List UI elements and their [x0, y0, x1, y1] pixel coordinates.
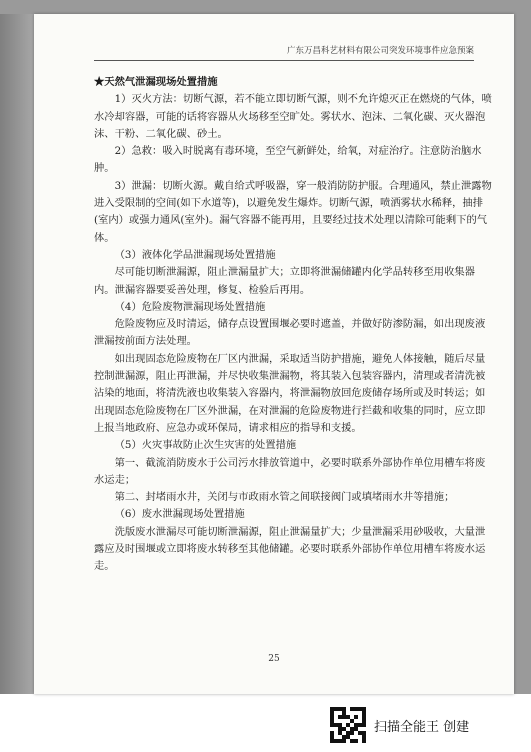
scanner-watermark — [330, 706, 469, 744]
qr-cell — [362, 739, 366, 743]
document-page — [34, 14, 514, 694]
paragraph: 尽可能切断泄漏源，阻止泄漏量扩大；立即将泄漏储罐内化学品转移至用收集器内。泄漏容器要妥善处理，修复、检验后再用。 — [94, 266, 475, 296]
header-rule — [94, 60, 474, 61]
qr-code-icon — [330, 707, 366, 743]
section-heading: （6）废水泄漏现场处置措施 — [114, 508, 245, 521]
section-heading: （4）危险废物泄漏现场处置措施 — [114, 300, 266, 313]
paragraph: 2）急救：吸入时脱离有毒环境，至空气新鲜处，给氧，对症治疗。注意防治脑水肿。 — [94, 145, 482, 175]
paragraph: 洗版废水泄漏尽可能切断泄漏源，阻止泄漏量扩大；少量泄漏采用砂吸收，大量泄露应及时围堰或立即将废水转移至其他储罐。必要时联系外部协作单位用槽车将废水运走。 — [94, 525, 486, 573]
section-heading: （3）液体化学品泄漏现场处置措施 — [114, 248, 276, 261]
document-body — [94, 74, 494, 576]
watermark-text: 扫描全能王 创建 — [374, 719, 470, 735]
paragraph: 3）泄漏：切断火源。戴自给式呼吸器，穿一般消防防护服。合理通风，禁止泄露物进入受限制的空间(如下水道等)，以避免发生爆炸。切断气源，喷洒雾状水稀释，抽排(室内）或强力通风(室外)。漏气容器不能再用，且要经过技术处理以清除可能剩下的气体。 — [94, 179, 492, 244]
page-number: 25 — [268, 654, 280, 664]
paragraph: 第二、封堵雨水井，关闭与市政雨水管之间联接阀门或填堵雨水井等措施； — [114, 491, 455, 504]
running-header: 广东万昌科艺材料有限公司突发环境事件应急预案 — [286, 46, 474, 56]
paragraph: 危险废物应及时清运，储存点设置围堰必要时遮盖，并做好防渗防漏，如出现废液泄漏按前面方法处理。 — [94, 318, 486, 348]
section-heading: （5）火灾事故防止次生灾害的处置措施 — [114, 439, 297, 452]
page-shadow — [0, 14, 34, 714]
section-heading: ★天然气泄漏现场处置措施 — [94, 76, 218, 88]
paragraph: 如出现固态危险废物在厂区内泄漏，采取适当防护措施，避免人体接触，随后尽量控制泄漏源，阻止再泄漏，并尽快收集泄漏物，将其装入包装容器内，清理或者清洗被沾染的地面，将清洗液也收集装入容器内，将泄漏物放回危废储存场所或及时转运；如出现固态危险废物在厂区外泄漏，在对泄漏的危险废物进行拦截和收集的同时，应立即上报当地政府、应急办或环保局，请求相应的指导和支援。 — [94, 352, 486, 434]
paragraph: 1）灭火方法：切断气源，若不能立即切断气源，则不允许熄灭正在燃烧的气体，喷水冷却容器，可能的话将容器从火场移至空旷处。雾状水、泡沫、二氧化碳、灭火器泡沫、干粉、二氧化碳、砂土。 — [94, 93, 492, 140]
paragraph: 第一、截流消防废水于公司污水排放管道中，必要时联系外部协作单位用槽车将废水运走； — [94, 456, 486, 486]
